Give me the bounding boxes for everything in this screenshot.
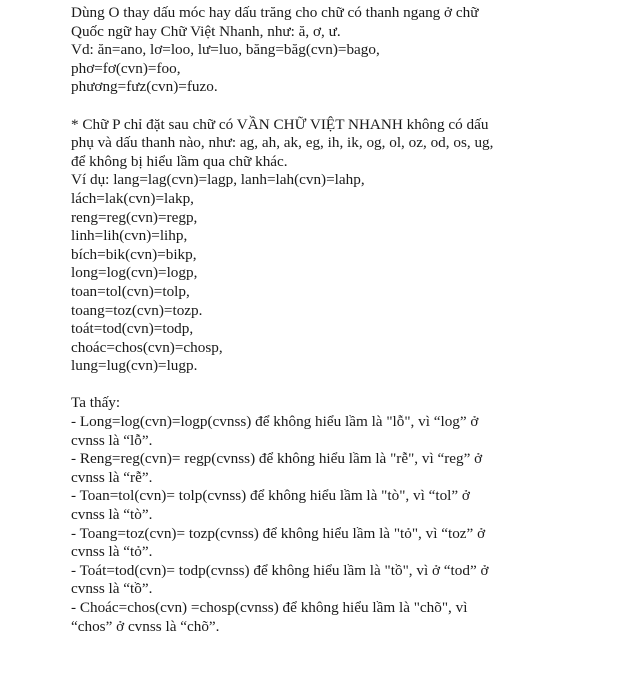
text-line: phụ và dấu thanh nào, như: ag, ah, ak, eg, ih, ik, og, ol, oz, od, os, ug,: [71, 134, 494, 152]
text-line: Quốc ngữ hay Chữ Việt Nhanh, như: ă, ơ, ư.: [71, 22, 341, 40]
text-line: toan=tol(cvn)=tolp,: [71, 282, 190, 300]
text-line: toang=toz(cvn)=tozp.: [71, 301, 203, 319]
text-line: cvnss là “tò”.: [71, 506, 153, 524]
text-line: cvnss là “tồ”.: [71, 580, 153, 598]
text-line: cvnss là “rễ”.: [71, 468, 153, 486]
text-line: phơ=fơ(cvn)=foo,: [71, 59, 181, 77]
text-line: linh=lih(cvn)=lihp,: [71, 227, 188, 245]
text-line: phương=fưz(cvn)=fuzo.: [71, 78, 218, 96]
paragraph-spacer: [71, 376, 611, 395]
text-line: - Toan=tol(cvn)= tolp(cvnss) để không hiểu lầm là "tò", vì “tol” ở: [71, 487, 470, 505]
document-body: [71, 4, 611, 636]
text-line: - Reng=reg(cvn)= regp(cvnss) để không hiểu lầm là "rễ", vì “reg” ở: [71, 450, 483, 468]
paragraph-p-rule: [71, 116, 611, 376]
text-line: cvnss là “tỏ”.: [71, 543, 153, 561]
text-line: bích=bik(cvn)=bikp,: [71, 245, 197, 263]
text-line: Dùng O thay dấu móc hay dấu trăng cho chữ có thanh ngang ở chữ: [71, 4, 479, 21]
text-line: - Choác=chos(cvn) =chosp(cvnss) để không hiểu lầm là "chõ", vì: [71, 599, 468, 616]
text-line: để không bị hiểu lầm qua chữ khác.: [71, 152, 288, 170]
text-line: toát=tod(cvn)=todp,: [71, 320, 194, 338]
text-line: reng=reg(cvn)=regp,: [71, 208, 198, 226]
paragraph-o-rule: [71, 4, 611, 97]
text-line: - Toang=toz(cvn)= tozp(cvnss) để không hiểu lầm là "tỏ", vì “toz” ở: [71, 524, 486, 542]
text-line: “chos” ở cvnss là “chõ”.: [71, 617, 220, 635]
text-line: choác=chos(cvn)=chosp,: [71, 338, 223, 356]
text-line: lung=lug(cvn)=lugp.: [71, 357, 198, 375]
text-line: Vd: ăn=ano, lơ=loo, lư=luo, băng=băg(cvn)=bago,: [71, 41, 380, 59]
text-line: * Chữ P chỉ đặt sau chữ có VẦN CHỮ VIỆT NHANH không có dấu: [71, 115, 489, 133]
text-line: - Long=log(cvn)=logp(cvnss) để không hiểu lầm là "lỗ", vì “log” ở: [71, 413, 479, 431]
text-line: cvnss là “lỗ”.: [71, 431, 153, 449]
text-line: Ví dụ: lang=lag(cvn)=lagp, lanh=lah(cvn)=lahp,: [71, 171, 365, 189]
paragraph-observations: [71, 394, 611, 636]
text-line: lách=lak(cvn)=lakp,: [71, 189, 194, 207]
text-line: long=log(cvn)=logp,: [71, 264, 198, 282]
text-line: - Toát=tod(cvn)= todp(cvnss) để không hiểu lầm là "tồ", vì ở “tod” ở: [71, 561, 489, 579]
paragraph-spacer: [71, 97, 611, 116]
text-line: Ta thấy:: [71, 394, 121, 412]
